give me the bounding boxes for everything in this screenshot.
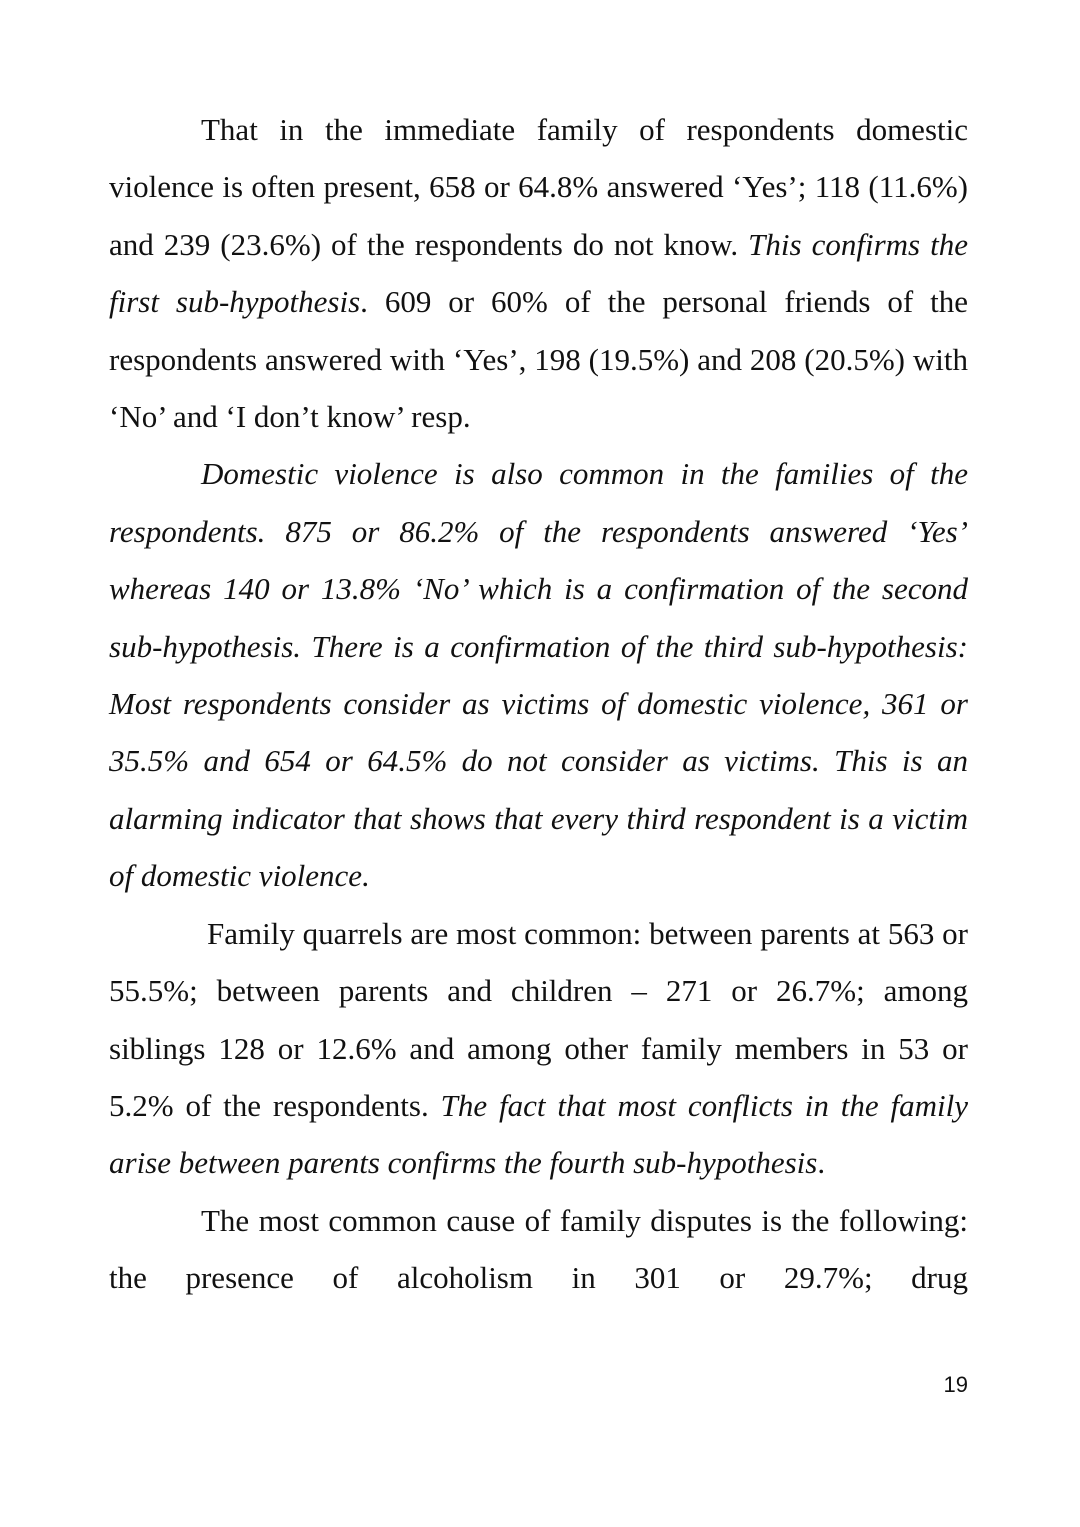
paragraph-3-text-a: Family quarrels are most common: between parents at 563 or 55.5%; between parents and children – 271 or 26.7%; among siblings 128 or 12.6% and among other family members in 53 or 5.2% of the respondents. xyxy=(109,915,968,1123)
page-number: 19 xyxy=(943,1372,968,1397)
paragraph-4 xyxy=(109,1192,968,1307)
paragraph-1-text-b: . 609 or 60% of the personal friends of the respondents answered with ‘Yes’, 198 (19.5%) and 208 (20.5%) with ‘No’ and ‘I don’t know’ resp. xyxy=(109,284,968,435)
paragraph-1-emphasis: This confirms the first sub-hypothesis xyxy=(109,226,968,320)
paragraph-1-text-a: That in the immediate family of respondents domestic violence is often present, 658 or 64.8% answered ‘Yes’; 118 (11.6%) and 239 (23.6%) of the respondents do not know. xyxy=(109,112,968,262)
paragraph-3-emphasis: The fact that most conflicts in the family arise between parents confirms the fourth sub-hypothesis xyxy=(109,1087,969,1181)
paragraph-2-text: Domestic violence is also common in the families of the respondents. 875 or 86.2% of the respondents answered ‘Yes’ whereas 140 or 13.8% ‘No’ which is a confirmation of the second sub-hypothesis. There is a confirmation of the third sub-hypothesis: Most respondents consider as victims of domestic violence, 361 or 35.5% and 654 or 64.5% do not consider as victims. This is an alarming indicator that shows that every third respondent is a victim of domestic violence. xyxy=(109,456,968,894)
paragraph-1 xyxy=(109,101,968,445)
paragraph-2 xyxy=(109,445,968,904)
body-text xyxy=(109,101,968,1307)
paragraph-3-text-b: . xyxy=(817,1145,826,1181)
paragraph-4-text: The most common cause of family disputes is the following: the presence of alcoholism in 301 or 29.7%; drug xyxy=(109,1202,968,1296)
paragraph-3 xyxy=(109,905,968,1192)
